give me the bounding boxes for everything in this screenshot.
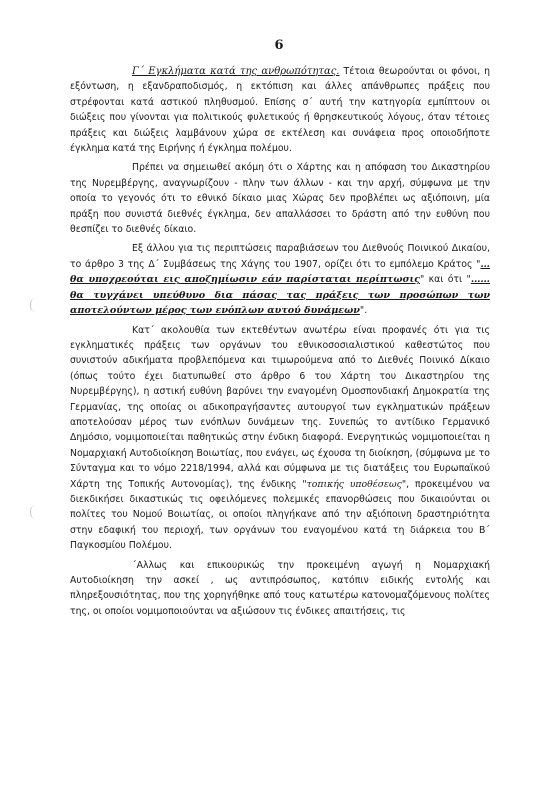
punch-hole-mark <box>30 505 37 519</box>
paragraph-nuremberg-charter: Πρέπει να σημειωθεί ακόμη ότι ο Χάρτης και η απόφαση του Δικαστηρίου της Νυρεμβέργης, αναγνωρίζουν - πλην των άλλων - και την αρχή, σύμφωνα με την οποία το γεγονός ότι το εθνικό δίκαιο μιας Χώρας δεν προβλέπει ως αξιόποινη, μία πράξη που συνιστά διεθνές έγκλημα, δεν απαλλάσσει το δράστη από την ευθύνη που θεσπίζει το διεθνές δίκαιο. <box>70 162 490 236</box>
quoted-text: … θα υποχρεούται εις αποζημίωσιν εάν παρίσταται περίπτωσις <box>70 258 490 286</box>
quoted-text: …… θα τυγχάνει υπεύθυνο δια πάσας τας πράξεις των προσώπων των αποτελούντων μέρος των ενόπλων αυτού δυνάμεων <box>70 274 490 317</box>
page-number: 6 <box>274 38 284 53</box>
document-body <box>70 64 490 619</box>
paragraph-hague-convention <box>70 241 490 318</box>
paragraph-text: Τέτοια θεωρούνται οι φόνοι, η εξόντωση, η εξανδραποδισμός, η εκτόπιση και άλλες απάνθρωπες πράξεις που στρέφονται κατά αστικού πληθυσμού. Επίσης σ΄ αυτή την κατηγορία εμπίπτουν οι διώξεις που γίνονται για πολιτικούς φυλετικούς ή θρησκευτικούς λόγους, όταν τέτοιες πράξεις και διώξεις λαμβάνουν χώρα σε εκτέλεση και συνάφεια προς οποιοδήποτε έγκλημα κατά της Ειρήνης ή έγκλημα πολέμου. <box>70 66 491 155</box>
paragraph-crimes-against-humanity <box>70 64 490 156</box>
paragraph-text: ". <box>359 305 368 317</box>
paragraph-representation: ΄Αλλως και επικουρικώς την προκειμένη αγωγή η Νομαρχιακή Αυτοδιοίκηση την ασκεί , ως αντιπρόσωπος, κατόπιν ειδικής εντολής και πληρεξουσιότητας, που της χορηγήθηκε από τους κατωτέρω κατονομαζόμενους πολίτες της, οι οποίοι νομιμοποιούνται να αξιώσουν τις ένδικες απαιτήσεις, τις <box>70 559 490 617</box>
paragraph-liability <box>70 323 490 554</box>
punch-hole-mark <box>30 298 37 312</box>
section-heading: Γ΄ Εγκλήματα κατά της ανθρωπότητας. <box>132 66 340 77</box>
quoted-text: τοπικής υποθέσεως <box>306 478 402 490</box>
paragraph-text: ", προκειμένου να διεκδικήσει δικαστικώς τις οφειλόμενες πολεμικές επανορθώσεις που δικαιούνται οι πολίτες του Νομού Βοιωτίας, οι οποίοι πληγήκανε από την αξιόποινη δραστηριότητα στην εδαφική του περιοχή, των οργάνων του εναγομένου κατά τη διάρκεια του Β΄ Παγκοσμίου Πολέμου. <box>70 478 490 552</box>
paragraph-text: Κατ΄ ακολουθία των εκτεθέντων ανωτέρω είναι προφανές ότι για τις εγκληματικές πράξεις των οργάνων του εθνικοσοσιαλιστικού καθεστώτος που συνιστούν αδικήματα προβλεπόμενα και τιμωρούμενα από το Διεθνές Ποινικό Δίκαιο (όπως τούτο έχει διατυπωθεί στο άρθρο 6 του Χάρτη του Δικαστηρίου της Νυρεμβέργης), η αστική ευθύνη βαρύνει την εναγομένη Ομοσπονδιακή Δημοκρατία της Γερμανίας, της οποίας οι αδικοπραγήσαντες αυτουργοί των εγκληματικών πράξεων αποτελούσαν μέρος των ενόπλων δυνάμεων της. Συνεπώς το αντίδικο Γερμανικό Δημόσιο, νομιμοποιείται παθητικώς στην ένδικη διαφορά. Ενεργητικώς νομιμοποιείται η Νομαρχιακή Αυτοδιοίκηση Βοιωτίας, που ενάγει, ως έχουσα τη διοίκηση, (σύμφωνα με το Σύνταγμα και το νόμο 2218/1994, αλλά και σύμφωνα με τις διατάξεις του Ευρωπαϊκού Χάρτη της Τοπικής Αυτονομίας), της ένδικης " <box>70 324 490 490</box>
paragraph-text: Εξ άλλου για τις περιπτώσεις παραβιάσεων του Διεθνούς Ποινικού Δικαίου, το άρθρο 3 της Δ΄ Συμβάσεως της Χάγης του 1907, ορίζει ότι το εμπόλεμο Κράτος " <box>70 243 490 270</box>
paragraph-text: " και ότι " <box>420 274 471 286</box>
